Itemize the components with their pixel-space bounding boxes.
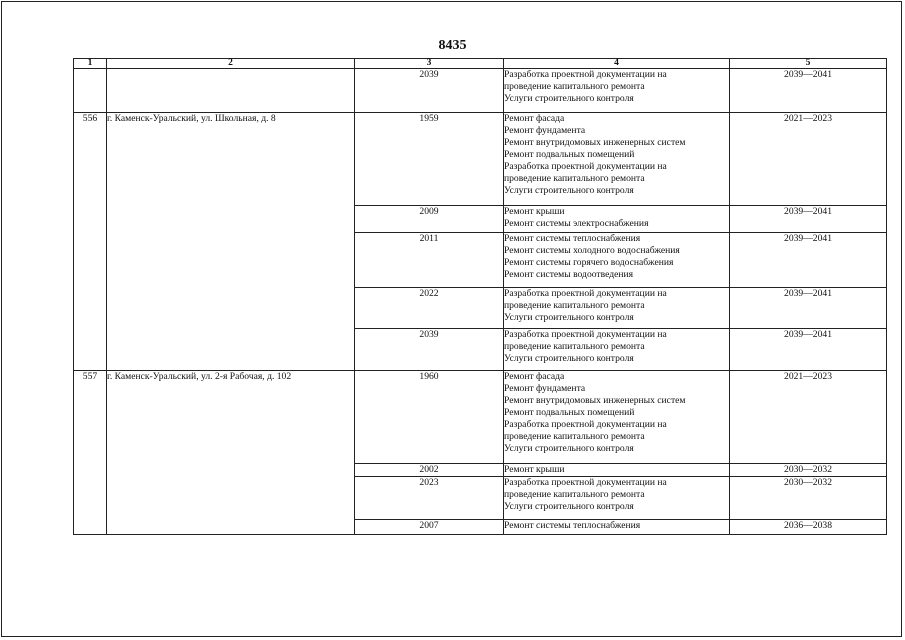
work-item: проведение капитального ремонта	[504, 300, 645, 311]
address-cell: г. Каменск-Уральский, ул. Школьная, д. 8	[107, 113, 355, 371]
column-header: 2	[107, 59, 355, 69]
work-item: Услуги строительного контроля	[504, 312, 634, 323]
column-header: 3	[355, 59, 504, 69]
address-cell: г. Каменск-Уральский, ул. 2-я Рабочая, д. 102	[107, 371, 355, 535]
work-item: проведение капитального ремонта	[504, 431, 645, 442]
period-cell: 2039—2041	[730, 288, 887, 329]
table-row	[74, 371, 887, 464]
works-cell	[504, 371, 730, 464]
work-item: Услуги строительного контроля	[504, 501, 634, 512]
works-cell	[504, 477, 730, 520]
work-item: Ремонт внутридомовых инженерных систем	[504, 137, 686, 148]
work-item: Ремонт системы теплоснабжения	[504, 520, 641, 531]
year-cell: 2039	[355, 69, 504, 113]
works-cell	[504, 520, 730, 535]
year-cell: 1959	[355, 113, 504, 206]
row-number: 557	[74, 371, 107, 535]
work-item: проведение капитального ремонта	[504, 173, 645, 184]
column-header: 4	[504, 59, 730, 69]
period-cell: 2030—2032	[730, 477, 887, 520]
work-item: Ремонт фундамента	[504, 383, 586, 394]
table-row	[74, 69, 887, 113]
work-item: Разработка проектной документации на	[504, 161, 667, 172]
period-cell: 2036—2038	[730, 520, 887, 535]
row-number: 556	[74, 113, 107, 371]
year-cell: 2009	[355, 206, 504, 233]
work-item: Ремонт системы горячего водоснабжения	[504, 257, 674, 268]
work-item: проведение капитального ремонта	[504, 81, 645, 92]
work-item: Ремонт фасада	[504, 371, 565, 382]
work-item: Разработка проектной документации на	[504, 419, 667, 430]
work-item: Ремонт крыши	[504, 206, 565, 217]
period-cell: 2030—2032	[730, 464, 887, 477]
year-cell: 1960	[355, 371, 504, 464]
work-item: Разработка проектной документации на	[504, 329, 667, 340]
work-item: Ремонт крыши	[504, 464, 565, 475]
period-cell: 2021—2023	[730, 113, 887, 206]
work-item: Ремонт системы холодного водоснабжения	[504, 245, 680, 256]
works-cell	[504, 288, 730, 329]
work-item: Ремонт фасада	[504, 113, 565, 124]
work-item: проведение капитального ремонта	[504, 489, 645, 500]
work-item: Ремонт системы теплоснабжения	[504, 233, 641, 244]
page-number: 8435	[438, 38, 467, 53]
work-item: Разработка проектной документации на	[504, 477, 667, 488]
work-item: Ремонт системы водоотведения	[504, 269, 634, 280]
period-cell: 2039—2041	[730, 329, 887, 371]
table-body	[74, 69, 887, 535]
year-cell: 2023	[355, 477, 504, 520]
work-item: Ремонт системы электроснабжения	[504, 218, 649, 229]
row-number	[74, 69, 107, 113]
column-number-row	[74, 59, 887, 69]
year-cell: 2022	[355, 288, 504, 329]
period-cell: 2039—2041	[730, 69, 887, 113]
works-cell	[504, 206, 730, 233]
period-cell: 2039—2041	[730, 233, 887, 288]
year-cell: 2007	[355, 520, 504, 535]
column-header: 5	[730, 59, 887, 69]
work-item: Разработка проектной документации на	[504, 288, 667, 299]
period-cell: 2021—2023	[730, 371, 887, 464]
work-item: Ремонт подвальных помещений	[504, 149, 635, 160]
year-cell: 2002	[355, 464, 504, 477]
work-item: Услуги строительного контроля	[504, 185, 634, 196]
work-item: проведение капитального ремонта	[504, 341, 645, 352]
work-item: Разработка проектной документации на	[504, 69, 667, 80]
table-row	[74, 113, 887, 206]
works-cell	[504, 464, 730, 477]
works-cell	[504, 69, 730, 113]
year-cell: 2039	[355, 329, 504, 371]
works-cell	[504, 329, 730, 371]
column-header: 1	[74, 59, 107, 69]
work-item: Ремонт внутридомовых инженерных систем	[504, 395, 686, 406]
capital-repair-table	[73, 58, 887, 535]
address-cell	[107, 69, 355, 113]
work-item: Ремонт подвальных помещений	[504, 407, 635, 418]
work-item: Услуги строительного контроля	[504, 93, 634, 104]
year-cell: 2011	[355, 233, 504, 288]
works-cell	[504, 233, 730, 288]
period-cell: 2039—2041	[730, 206, 887, 233]
works-cell	[504, 113, 730, 206]
work-item: Услуги строительного контроля	[504, 443, 634, 454]
work-item: Услуги строительного контроля	[504, 353, 634, 364]
work-item: Ремонт фундамента	[504, 125, 586, 136]
